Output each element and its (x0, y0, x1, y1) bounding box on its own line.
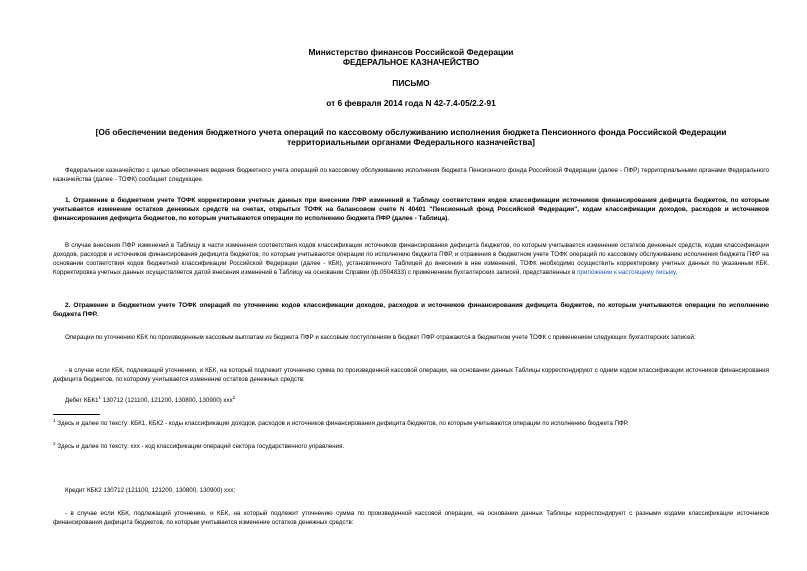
section-2-paragraph: Операции по уточнению КБК по произведенным кассовым выплатам из бюджета ПФР и кассовым поступлениям в бюджет ПФР отражаются в бюджетном учете ТОФК с применением следующих бухгалтерских записей: (65, 334, 696, 341)
footnote-2-text: Здесь и далее по тексту: ххх - код классификации операций сектора государственного управления. (55, 443, 345, 450)
credit-entry: Кредит КБК2 130712 (121100, 121200, 130800, 130900) ххх; (65, 487, 236, 494)
footnote-1-mark: 1 (53, 417, 56, 423)
section-1-heading: 1. Отражение в бюджетном учете ТОФК корректировки учетных данных при внесении ПФР изменений в Таблицу соответствия кодов классификации источников финансирования дефицита бюджетов, по которым учитывается изменение остатков денежных средств на счетах, открытых ТОФК на балансовом счете N 40401 "Пенсионный фонд Российской Федерации", кодам классификации доходов, расходов и источников финансирования дефицита бюджетов, по которым учитываются операции по исполнению бюджета ПФР (далее - Таблица). (53, 197, 769, 222)
document-subject (53, 127, 769, 147)
section-1-end: . (675, 269, 678, 276)
case-1-paragraph: - в случае если КБК, подлежащий уточнению, и КБК, на который подлежит уточнению сумма по произведенной кассовой операции, на основании данных Таблицы корреспондируют с одним кодом классификации источников финансирования дефицита бюджетов, по которому учитывается изменение остатков денежных средств: (53, 367, 769, 383)
footnote-1-ref[interactable]: 1 (98, 394, 102, 400)
debit-account: Дебет КБК1 (65, 397, 99, 404)
section-1-text: В случае внесения ПФР изменений в Таблицу в части изменения соответствия кодов классификации источников финансирования дефицита бюджетов, по которым учитывается изменение остатков денежных средств, кодам классификации доходов, расходов и источников финансирования дефицита бюджетов, по которым учитываются операции по исполнению бюджета ПФР, и отражения в бюджетном учете ТОФК операций по кассовому обслуживанию исполнения бюджета ПФР на основании соответствия кодов бюджетной классификации Российской Федерации (далее - КБК), установленного Таблицей до внесения в нее изменений, ТОФК необходимо осуществить корректировку учетных данных по указанным КБК. Корректировка учетных данных осуществляется датой внесения изменений в Таблицу на основании Справки (ф.0504833) с применением бухгалтерских записей, представленных в (53, 242, 769, 276)
section-1-paragraph (53, 241, 769, 277)
footnote-2-mark: 2 (53, 440, 56, 446)
footnote-separator (53, 414, 100, 415)
appendix-link[interactable]: приложении к настоящему письму (577, 269, 676, 276)
ministry-name: Министерство финансов Российской Федерации (308, 47, 514, 57)
footnote-1-text: Здесь и далее по тексту: КБК1, КБК2 - коды классификации доходов, расходов и источников финансирования дефицита бюджетов, по которым учитываются операции по исполнению бюджета ПФР. (55, 420, 629, 427)
subject-line-1: [Об обеспечении ведения бюджетного учета операций по кассовому обслуживанию исполнения бюджета Пенсионного фонда Российской Федерации (95, 127, 727, 137)
debit-codes: 130712 (121100, 121200, 130800, 130900) ххх (101, 397, 233, 404)
document-type: ПИСЬМО (392, 78, 430, 88)
footnote-2 (53, 442, 769, 451)
letter-header (53, 47, 769, 67)
document-date-number: от 6 февраля 2014 года N 42-7.4-05/2.2-91 (326, 98, 496, 108)
subject-line-2: территориальными органами Федерального казначейства] (287, 137, 535, 147)
agency-name: ФЕДЕРАЛЬНОЕ КАЗНАЧЕЙСТВО (342, 57, 480, 67)
debit-entry (53, 396, 769, 405)
case-2-paragraph: - в случае если КБК, подлежащий уточнению, и КБК, на который подлежит уточнению сумма по произведенной кассовой операции, на основании данных Таблицы корреспондируют с разными кодами классификации источников финансирования дефицита бюджетов, по которым учитывается изменение остатков денежных средств: (53, 510, 769, 526)
intro-paragraph: Федеральное казначейство с целью обеспечения ведения бюджетного учета операций по кассовому обслуживанию исполнения бюджета Пенсионного фонда Российской Федерации (далее - ПФР) территориальными органами Федерального казначейства (далее - ТОФК) сообщает следующее. (53, 167, 769, 183)
footnote-1 (53, 419, 769, 428)
section-2-heading: 2. Отражение в бюджетном учете ТОФК операций по уточнению кодов классификации доходов, расходов и источников финансирования дефицита бюджетов, по которым учитываются операции по исполнению бюджета ПФР. (53, 302, 769, 318)
footnote-2-ref[interactable]: 2 (232, 394, 236, 400)
